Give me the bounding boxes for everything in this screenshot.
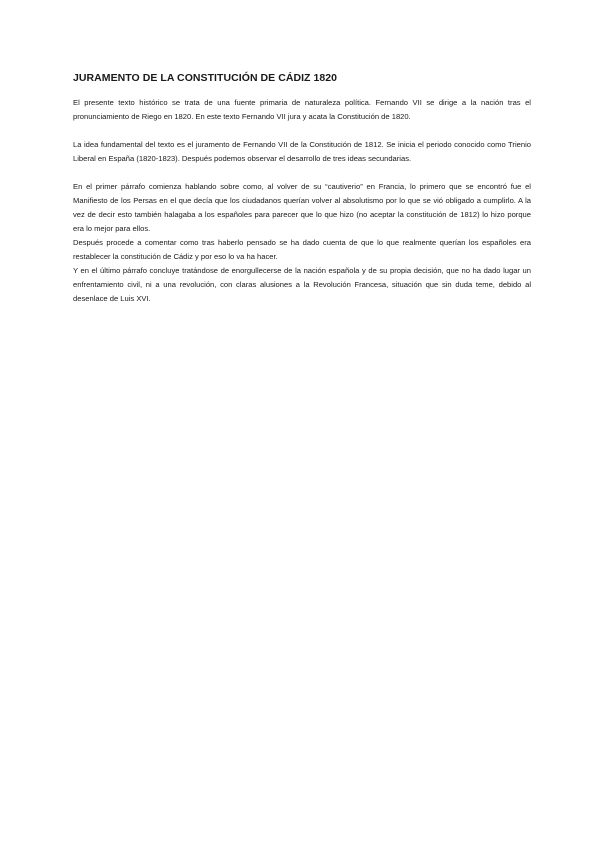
paragraph-first-idea: En el primer párrafo comienza hablando sobre como, al volver de su “cautiverio” en Francia, lo primero que se encontró fue el Manifiesto de los Persas en el que decía que los ciudadanos querían volver al absolutismo por lo que se vió obligado a cumplirlo. A la vez de decir esto también halagaba a los españoles para parecer que lo que hizo (no aceptar la constitución de 1812) lo hizo porque era lo mejor para ellos.: [73, 182, 531, 233]
paragraph-third-idea: Y en el último párrafo concluye tratándose de enorgullecerse de la nación española y de su propia decisión, que no ha dado lugar un enfrentamiento civil, ni a una revolución, con claras alusiones a la Revolución Francesa, situación que sin duda teme, debido al desenlace de Luis XVI.: [73, 266, 531, 303]
paragraph-spacer: [73, 166, 531, 180]
paragraph-main-idea: La idea fundamental del texto es el juramento de Fernando VII de la Constitución de 1812. Se inicia el periodo conocido como Trienio Liberal en España (1820-1823). Después podemos observar el desarrollo de tres ideas secundarias.: [73, 140, 531, 163]
paragraph-introduction: El presente texto histórico se trata de una fuente primaria de naturaleza política. Fernando VII se dirige a la nación tras el pronunciamiento de Riego en 1820. En este texto Fernando VII jura y acata la Constitución de 1820.: [73, 98, 531, 121]
document-body: [73, 70, 531, 306]
paragraph-spacer: [73, 124, 531, 138]
document-title: JURAMENTO DE LA CONSTITUCIÓN DE CÁDIZ 1820: [73, 72, 338, 84]
paragraph-second-idea: Después procede a comentar como tras haberlo pensado se ha dado cuenta de que lo que realmente querían los españoles era restablecer la constitución de Cádiz y por eso lo va ha hacer.: [73, 238, 531, 261]
